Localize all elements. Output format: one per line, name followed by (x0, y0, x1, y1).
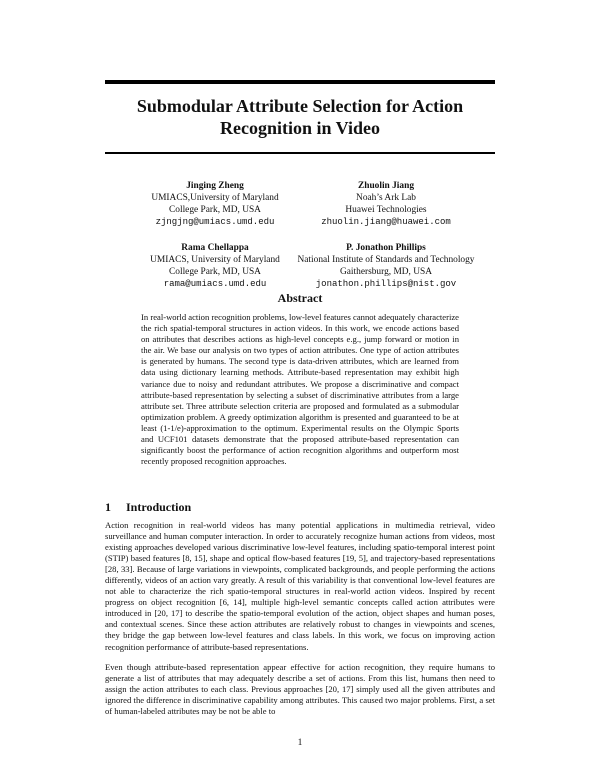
author-affiliation: Noah’s Ark Lab (356, 193, 416, 203)
page-number: 1 (297, 738, 303, 748)
paper-title: Submodular Attribute Selection for Action Recognition in Video (136, 96, 464, 138)
section-number: 1 (105, 500, 111, 514)
author-location: Huawei Technologies (345, 205, 427, 215)
author-block (271, 180, 501, 228)
title-bottom-rule (105, 152, 495, 154)
author-affiliation: UMIACS, University of Maryland (150, 255, 280, 265)
author-name: P. Jonathon Phillips (346, 243, 426, 253)
section-title: Introduction (126, 500, 192, 514)
author-block (271, 242, 501, 290)
author-email: zhuolin.jiang@huawei.com (321, 217, 451, 227)
abstract-heading: Abstract (277, 291, 323, 305)
author-email: jonathon.phillips@nist.gov (315, 279, 457, 289)
section-heading (105, 500, 495, 515)
author-location: College Park, MD, USA (169, 267, 261, 277)
title-top-rule (105, 80, 495, 84)
author-name: Rama Chellappa (181, 243, 249, 253)
author-email: zjngjng@umiacs.umd.edu (155, 217, 275, 227)
body-paragraph: Action recognition in real-world videos has many potential applications in multimedia retrieval, video surveillance and human computer interaction. In order to accurately recognize human actions from videos, most existing approaches developed various discriminative low-level features, including spatio-temporal interest point (STIP) based features [8, 15], shape and optical flow-based features [19, 5], and trajectory-based representations [28, 33]. Because of large variations in viewpoints, complicated backgrounds, and people performing the actions differently, videos of an action vary greatly. A result of this variability is that conventional low-level features are not able to characterize the rich spatio-temporal structures in real-world action videos. Inspired by recent progress on object recognition [6, 14], multiple high-level semantic concepts called action attributes were introduced in [20, 17] to describe the spatio-temporal evolution of the action, object shapes and human poses, and contextual scenes. Since these action attributes are relatively robust to changes in viewpoints and scenes, they bridge the gap between low-level features and class labels. In this work, we focus on improving action recognition performance of attribute-based representations. (105, 520, 495, 652)
abstract-body: In real-world action recognition problems, low-level features cannot adequately characterize the rich spatial-temporal structures in action videos. In this work, we encode actions based on attributes that describes actions as high-level concepts e.g., jump forward or motion in the air. We base our analysis on two types of action attributes. One type of action attributes is generated by humans. The second type is data-driven attributes, which are learned from data using dictionary learning methods. Attribute-based representation may exhibit high variance due to noisy and redundant attributes. We propose a discriminative and compact attribute-based representation by selecting a subset of discriminative attributes from a large attribute set. Three attribute selection criteria are proposed and formulated as a submodular optimization problem. A greedy optimization algorithm is presented and guaranteed to be at least (1-1/e)-approximation to the optimum. Experimental results on the Olympic Sports and UCF101 datasets demonstrate that the proposed attribute-based representation can significantly boost the performance of action recognition algorithms and outperform most recently proposed recognition approaches. (141, 312, 459, 467)
author-affiliation: National Institute of Standards and Technology (297, 255, 475, 265)
body-paragraph: Even though attribute-based representation appear effective for action recognition, they require humans to generate a list of attributes that may adequately describe a set of actions. From this list, humans then need to assign the action attributes to each class. Previous approaches [20, 17] simply used all the given attributes and ignored the difference in discriminative capability among attributes. This caused two major problems. First, a set of human-labeled attributes may be not be able to (105, 662, 495, 717)
author-email: rama@umiacs.umd.edu (163, 279, 267, 289)
author-name: Jinging Zheng (186, 181, 244, 191)
author-affiliation: UMIACS,University of Maryland (151, 193, 279, 203)
author-location: College Park, MD, USA (169, 205, 261, 215)
author-location: Gaithersburg, MD, USA (339, 267, 432, 277)
author-name: Zhuolin Jiang (357, 181, 415, 191)
